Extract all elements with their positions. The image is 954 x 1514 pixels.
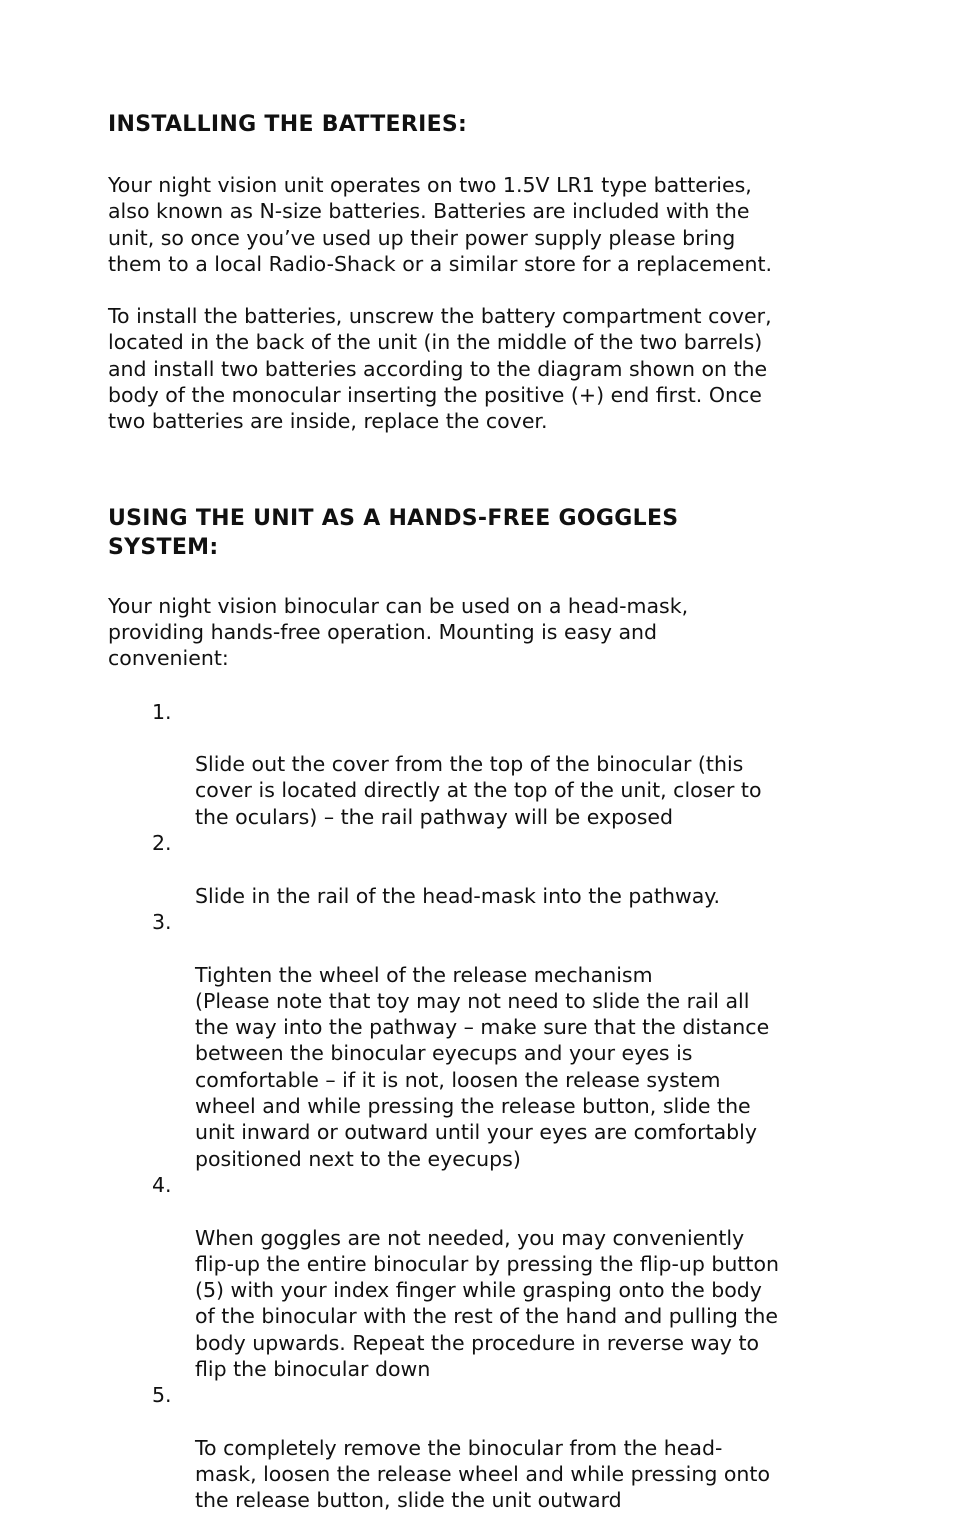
list-item-number: 4. <box>152 1172 172 1197</box>
batteries-heading: INSTALLING THE BATTERIES: <box>108 112 468 137</box>
goggles-steps-list <box>108 699 828 1514</box>
list-item-number: 3. <box>152 909 172 934</box>
goggles-heading: USING THE UNIT AS A HANDS-FREE GOGGLES SYSTEM: <box>108 505 679 560</box>
list-item-text: When goggles are not needed, you may conveniently flip-up the entire binocular by pressing the flip-up button (5) with your index finger while grasping onto the body of the binocular with the rest of the hand and pulling the body upwards. Repeat the procedure in reverse way to flip the binocular down <box>195 1225 780 1381</box>
list-item <box>108 699 828 830</box>
list-item-number: 5. <box>152 1383 172 1408</box>
list-item <box>108 1172 828 1382</box>
list-item-text: Slide in the rail of the head-mask into the pathway. <box>195 883 721 908</box>
batteries-paragraph-2: To install the batteries, unscrew the battery compartment cover, located in the back of the unit (in the middle of the two barrels) and install two batteries according to the diagram shown on the body of the monocular inserting the positive (+) end first. Once two batteries are inside, replace the cover. <box>108 304 772 434</box>
list-item-text: Slide out the cover from the top of the binocular (this cover is located directly at the top of the unit, closer to the oculars) – the rail pathway will be exposed <box>195 752 762 829</box>
batteries-paragraph-1: Your night vision unit operates on two 1.5V LR1 type batteries, also known as N-size batteries. Batteries are included with the unit, so once you’ve used up their power supply please bring them to a local Radio-Shack or a similar store for a replacement. <box>108 173 773 276</box>
list-item <box>108 909 828 1172</box>
list-item-text: Tighten the wheel of the release mechanism (Please note that toy may not need to slide the rail all the way into the pathway – make sure that the distance between the binocular eyecups and your eyes is comfortable – if it is not, loosen the release system wheel and while pressing the release button, slide the unit inward or outward until your eyes are comfortably positioned next to the eyecups) <box>195 962 770 1171</box>
document-page <box>108 110 828 1514</box>
list-item-number: 1. <box>152 699 172 724</box>
list-item <box>108 1382 828 1513</box>
goggles-intro-paragraph: Your night vision binocular can be used on a head-mask, providing hands-free operation. Mounting is easy and convenient: <box>108 593 689 671</box>
list-item-number: 2. <box>152 831 172 856</box>
list-item <box>108 830 828 909</box>
list-item-text: To completely remove the binocular from the head- mask, loosen the release wheel and while pressing onto the release button, slide the unit outward <box>195 1435 770 1513</box>
